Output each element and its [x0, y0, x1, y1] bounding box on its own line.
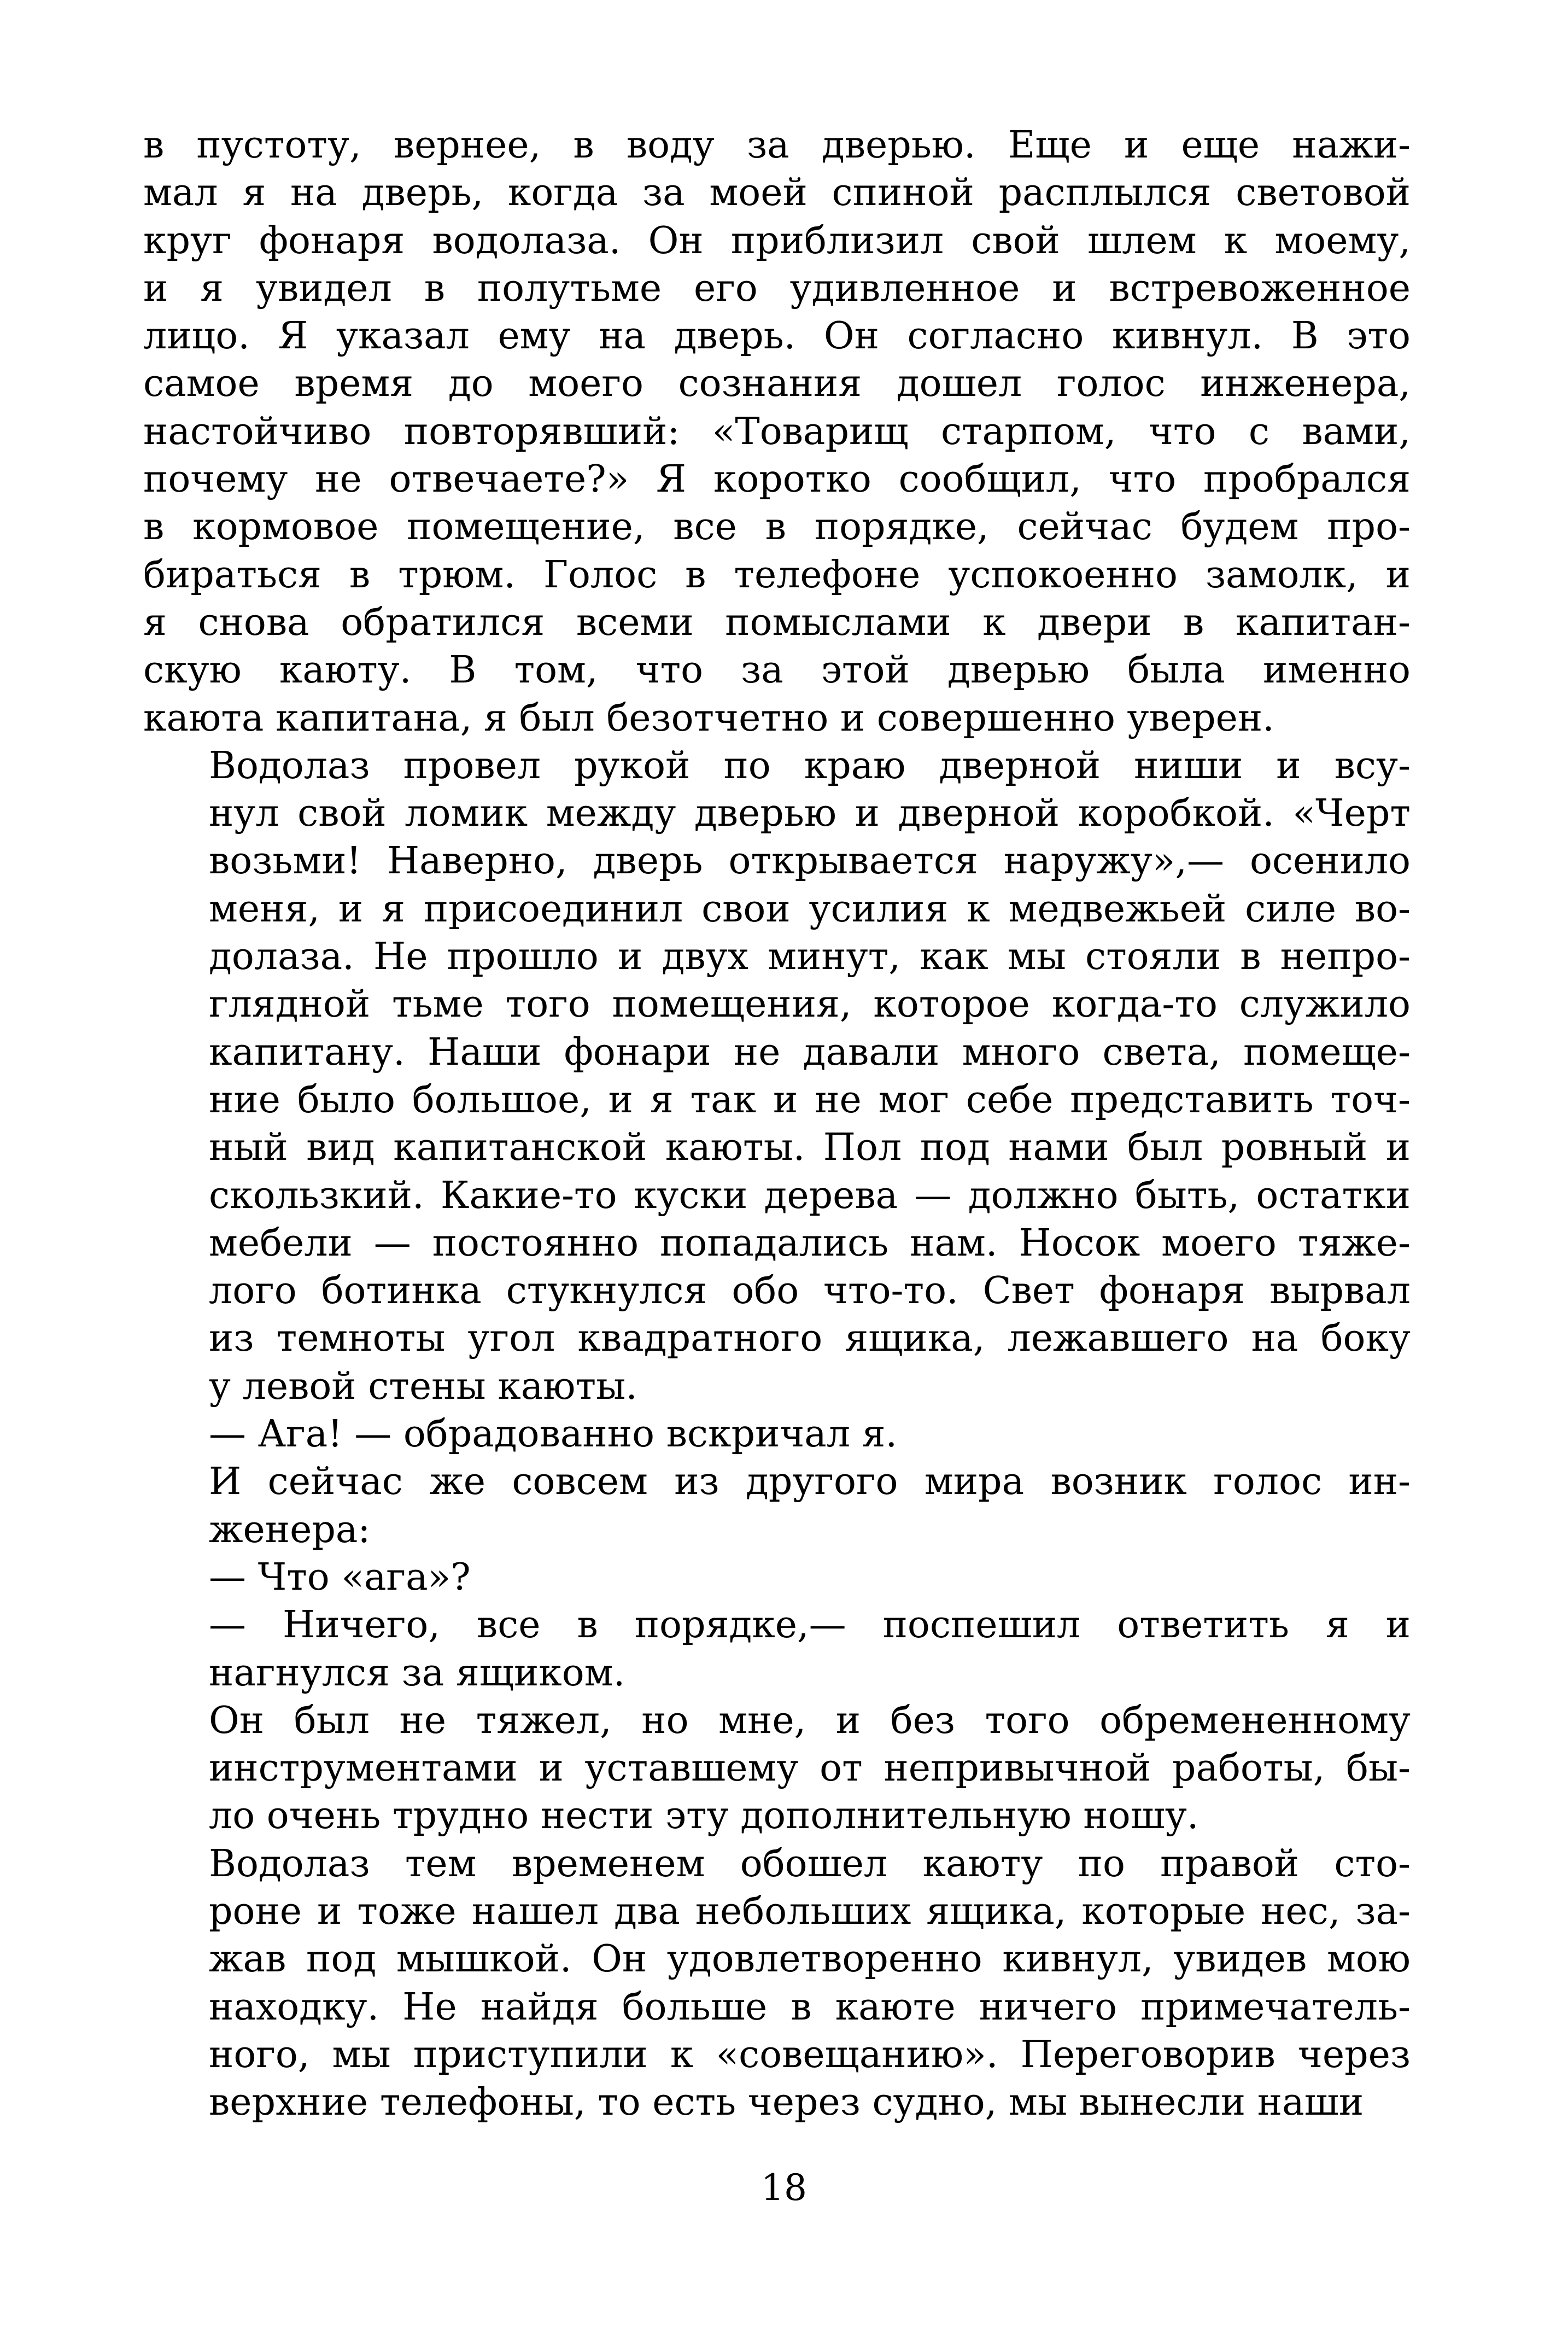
body-text: [143, 121, 1411, 2126]
text-line: нул свой ломик между дверью и дверной коробкой. «Черт: [209, 792, 1411, 836]
text-line: мебели — постоянно попадались нам. Носок моего тяже-: [209, 1221, 1411, 1265]
text-line: — Ага! — обрадованно вскричал я.: [209, 1413, 898, 1456]
text-line: круг фонаря водолаза. Он приблизил свой шлем к моему,: [143, 219, 1411, 262]
text-line: самое время до моего сознания дошел голос инженера,: [143, 362, 1411, 406]
text-line: ние было большое, и я так и не мог себе представить точ-: [209, 1078, 1411, 1122]
paragraph: [143, 1554, 1411, 1601]
paragraph: [143, 1601, 1411, 1697]
paragraph: [143, 1458, 1411, 1554]
text-line: почему не отвечаете?» Я коротко сообщил, что пробрался: [143, 458, 1411, 501]
text-line: скую каюту. В том, что за этой дверью была именно: [143, 649, 1411, 692]
text-line: женера:: [209, 1508, 371, 1551]
text-line: глядной тьме того помещения, которое когда-то служило: [209, 983, 1411, 1026]
text-line: ного, мы приступили к «совещанию». Переговорив через: [209, 2033, 1411, 2076]
paragraph: [143, 1697, 1411, 1840]
text-line: у левой стены каюты.: [209, 1364, 637, 1408]
paragraph: [143, 1840, 1411, 2127]
text-line: из темноты угол квадратного ящика, лежавшего на боку: [209, 1317, 1411, 1361]
text-line: находку. Не найдя больше в каюте ничего примечатель-: [209, 1985, 1411, 2029]
text-line: инструментами и уставшему от непривычной работы, бы-: [209, 1747, 1411, 1790]
text-line: ло очень трудно нести эту дополнительную ношу.: [209, 1794, 1199, 1838]
text-line: настойчиво повторявший: «Товарищ старпом, что с вами,: [143, 410, 1411, 453]
text-line: ный вид капитанской каюты. Пол под нами был ровный и: [209, 1126, 1411, 1170]
text-line: в кормовое помещение, все в порядке, сейчас будем про-: [143, 505, 1411, 549]
text-line: нагнулся за ящиком.: [209, 1651, 625, 1695]
text-line: мал я на дверь, когда за моей спиной расплылся световой: [143, 171, 1411, 215]
text-line: лого ботинка стукнулся обо что-то. Свет фонаря вырвал: [209, 1269, 1411, 1313]
text-line: возьми! Наверно, дверь открывается наружу»,— осенило: [209, 839, 1411, 883]
text-line: Он был не тяжел, но мне, и без того обремененному: [209, 1699, 1411, 1742]
paragraph: [143, 121, 1411, 742]
text-line: скользкий. Какие-то куски дерева — должно быть, остатки: [209, 1174, 1411, 1217]
text-line: Водолаз тем временем обошел каюту по правой сто-: [209, 1842, 1411, 1886]
text-line: и я увидел в полутьме его удивленное и встревоженное: [143, 266, 1411, 310]
paragraph: [143, 1410, 1411, 1458]
text-line: И сейчас же совсем из другого мира возник голос ин-: [209, 1460, 1411, 1504]
text-line: — Ничего, все в порядке,— поспешил ответить я и: [209, 1603, 1411, 1647]
text-line: верхние телефоны, то есть через судно, мы вынесли наши: [209, 2081, 1364, 2125]
text-line: меня, и я присоединил свои усилия к медвежьей силе во-: [209, 887, 1411, 931]
text-line: бираться в трюм. Голос в телефоне успокоенно замолк, и: [143, 553, 1411, 597]
text-line: я снова обратился всеми помыслами к двери в капитан-: [143, 600, 1411, 644]
text-line: долаза. Не прошло и двух минут, как мы стояли в непро-: [209, 935, 1411, 979]
text-line: роне и тоже нашел два небольших ящика, которые нес, за-: [209, 1889, 1411, 1933]
text-line: жав под мышкой. Он удовлетворенно кивнул, увидев мою: [209, 1937, 1411, 1981]
text-line: Водолаз провел рукой по краю дверной ниши и всу-: [209, 744, 1411, 787]
text-line: лицо. Я указал ему на дверь. Он согласно кивнул. В это: [143, 314, 1411, 358]
text-line: в пустоту, вернее, в воду за дверью. Еще и еще нажи-: [143, 124, 1411, 167]
text-line: капитану. Наши фонари не давали много света, помеще-: [209, 1030, 1411, 1074]
page-number: 18: [761, 2167, 807, 2209]
text-line: каюта капитана, я был безотчетно и совершенно уверен.: [143, 696, 1274, 740]
text-line: — Что «ага»?: [209, 1555, 471, 1599]
paragraph: [143, 742, 1411, 1410]
